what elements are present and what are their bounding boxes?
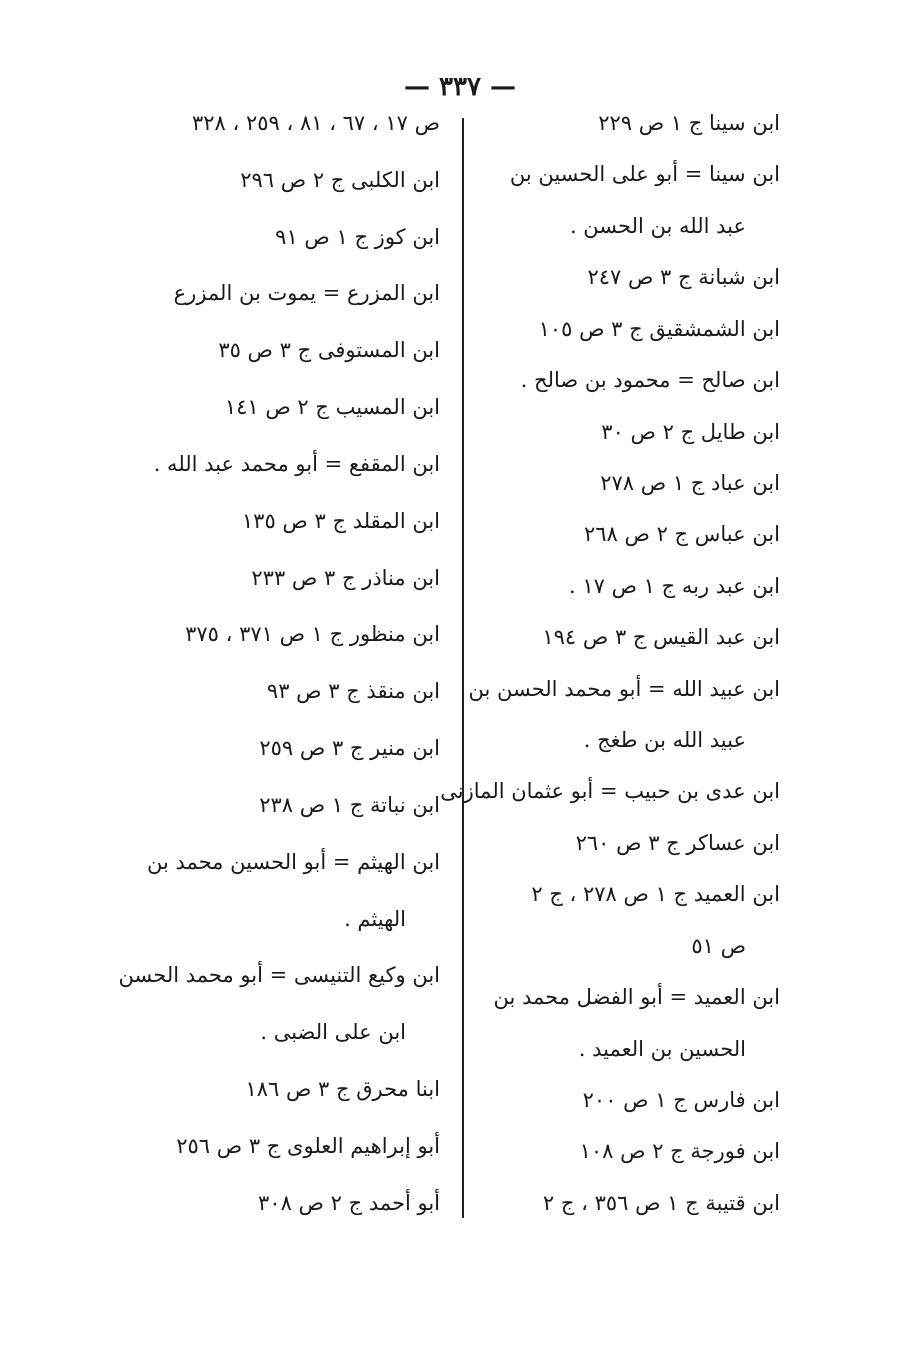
- index-entry: ابن سينا ج ١ ص ٢٢٩: [598, 111, 780, 135]
- index-entry-continuation: الهيثم .: [344, 906, 406, 931]
- index-entry: ابن المزرع = يموت بن المزرع: [173, 281, 440, 306]
- index-entry: ابن عباد ج ١ ص ٢٧٨: [600, 470, 780, 495]
- index-column-left: [118, 108, 440, 1218]
- index-entry-continuation: الحسين بن العميد .: [578, 1036, 746, 1061]
- index-entry: ابن عبد ربه ج ١ ص ١٧ .: [568, 573, 780, 598]
- index-entry: ابن الكلبى ج ٢ ص ٢٩٦: [240, 167, 440, 192]
- index-entry-continuation: ابن على الضبى .: [260, 1020, 406, 1045]
- index-entry: ابن منير ج ٣ ص ٢٥٩: [259, 736, 440, 761]
- index-entry-continuation: عبيد الله بن طغج .: [583, 728, 746, 753]
- index-entry: ابن عبد القيس ج ٣ ص ١٩٤: [542, 625, 780, 650]
- index-entry: أبو أحمد ج ٢ ص ٣٠٨: [258, 1190, 440, 1215]
- index-entry: ابن المستوفى ج ٣ ص ٣٥: [218, 338, 440, 363]
- index-entry: ابن عباس ج ٢ ص ٢٦٨: [583, 522, 780, 547]
- index-entry-continuation: ص ٥١: [691, 933, 746, 958]
- index-entry: ابن عساكر ج ٣ ص ٢٦٠: [575, 830, 780, 855]
- index-entry: ابن الهيثم = أبو الحسين محمد بن: [146, 849, 440, 874]
- index-entry: ابنا محرق ج ٣ ص ١٨٦: [245, 1077, 440, 1102]
- index-entry: ابن المسيب ج ٢ ص ١٤١: [224, 395, 440, 420]
- index-entry: ابن المقلد ج ٣ ص ١٣٥: [241, 508, 440, 533]
- index-entry-continuation: عبد الله بن الحسن .: [569, 213, 746, 238]
- index-entry: ابن الشمشقيق ج ٣ ص ١٠٥: [538, 316, 780, 341]
- index-entry: ابن كوز ج ١ ص ٩١: [275, 224, 440, 249]
- column-divider: [462, 118, 464, 1218]
- index-entry: أبو إبراهيم العلوى ج ٣ ص ٢٥٦: [176, 1133, 440, 1158]
- index-entry: ابن عبيد الله = أبو محمد الحسن بن: [468, 676, 780, 701]
- index-entry: ابن منظور ج ١ ص ٣٧١ ، ٣٧٥: [185, 622, 440, 647]
- index-entry: ابن صالح = محمود بن صالح .: [520, 368, 780, 393]
- index-entry: ابن وكيع التنيسى = أبو محمد الحسن: [118, 963, 440, 988]
- index-entry: ابن قتيبة ج ١ ص ٣٥٦ ، ج ٢: [542, 1190, 780, 1215]
- index-entry: ابن العميد = أبو الفضل محمد بن: [493, 985, 780, 1010]
- index-entry: ابن سينا = أبو على الحسين بن: [509, 162, 780, 187]
- index-entry: ابن عدى بن حبيب = أبو عثمان المازنى: [440, 779, 780, 804]
- index-entry: ابن فارس ج ١ ص ٢٠٠: [582, 1088, 780, 1113]
- index-column-right: [440, 108, 780, 1218]
- index-entry: ابن العميد ج ١ ص ٢٧٨ ، ج ٢: [531, 882, 780, 907]
- index-entry: ابن شبانة ج ٣ ص ٢٤٧: [587, 265, 780, 290]
- index-entry: ابن منقذ ج ٣ ص ٩٣: [266, 679, 440, 704]
- index-entry: ص ١٧ ، ٦٧ ، ٨١ ، ٢٥٩ ، ٣٢٨: [191, 111, 440, 135]
- index-entry: ابن طايل ج ٢ ص ٣٠: [601, 419, 780, 444]
- index-entry: ابن نباتة ج ١ ص ٢٣٨: [259, 792, 440, 817]
- index-entry: ابن المقفع = أبو محمد عبد الله .: [153, 451, 440, 476]
- index-entry: ابن فورجة ج ٢ ص ١٠٨: [579, 1139, 780, 1164]
- index-entry: ابن مناذر ج ٣ ص ٢٣٣: [251, 565, 440, 590]
- page-number: — ٣٣٧ —: [403, 72, 517, 102]
